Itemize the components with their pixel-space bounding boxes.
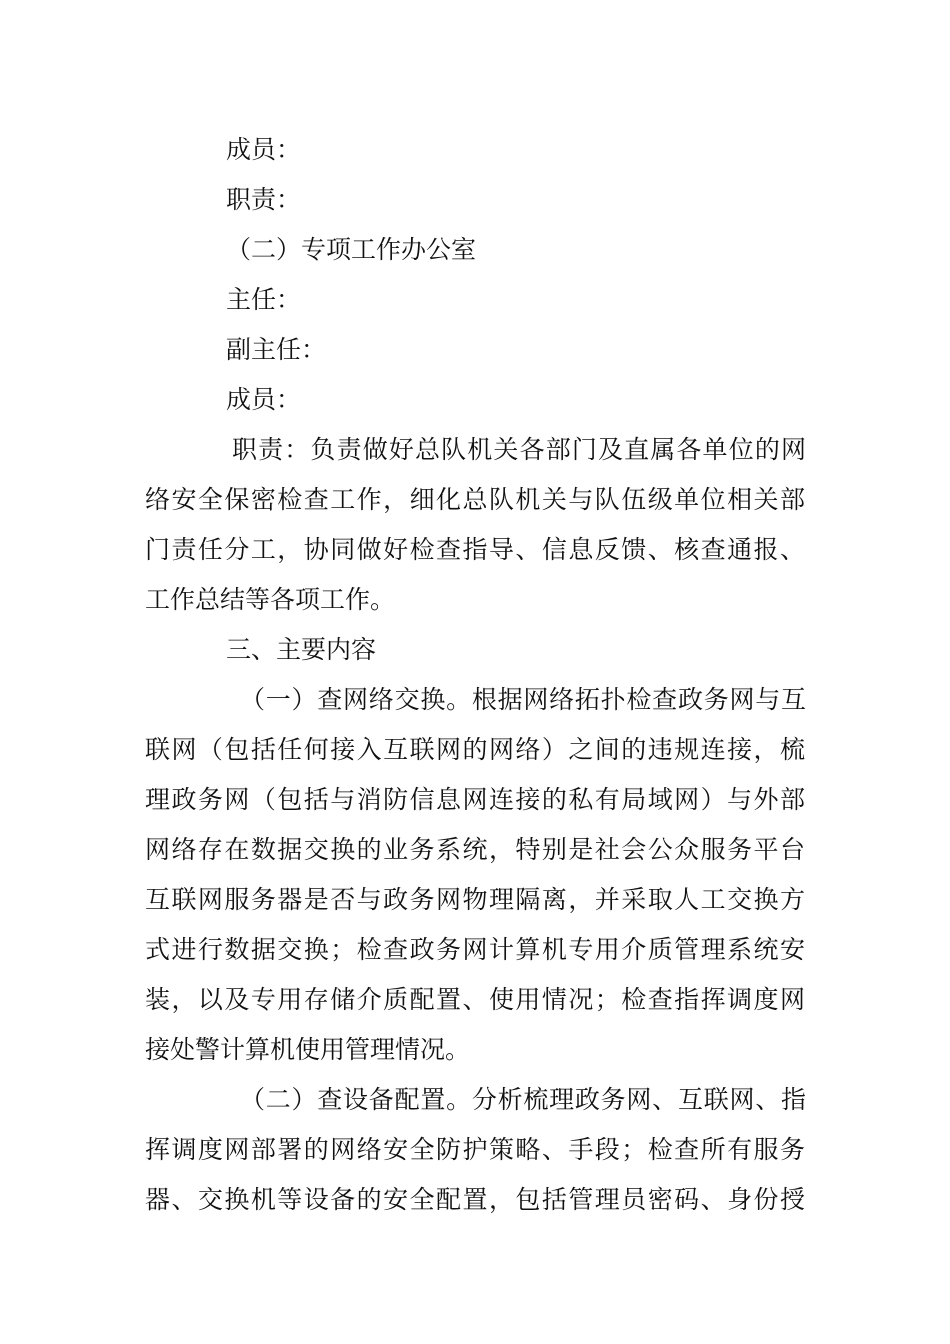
members-label: 成员： xyxy=(226,135,302,164)
network-exchange-paragraph-line: 接处警计算机使用管理情况。 xyxy=(145,1035,471,1064)
duties-label: 职责： xyxy=(226,185,302,214)
duties-paragraph-line: 职责：负责做好总队机关各部门及直属各单位的网 xyxy=(232,435,806,464)
device-config-paragraph-line: 挥调度网部署的网络安全防护策略、手段；检查所有服务 xyxy=(145,1135,805,1164)
network-exchange-paragraph-line: （一）查网络交换。根据网络拓扑检查政务网与互 xyxy=(240,685,806,714)
network-exchange-paragraph-line: 互联网服务器是否与政务网物理隔离，并采取人工交换方 xyxy=(145,885,805,914)
device-config-paragraph-line: 器、交换机等设备的安全配置，包括管理员密码、身份授 xyxy=(145,1185,805,1214)
section-heading-special-office: （二）专项工作办公室 xyxy=(226,235,477,264)
device-config-paragraph-line: （二）查设备配置。分析梳理政务网、互联网、指 xyxy=(240,1085,806,1114)
members-label-2: 成员： xyxy=(226,385,302,414)
network-exchange-paragraph-line: 联网（包括任何接入互联网的网络）之间的违规连接，梳 xyxy=(145,735,805,764)
director-label: 主任： xyxy=(226,285,302,314)
network-exchange-paragraph-line: 理政务网（包括与消防信息网连接的私有局域网）与外部 xyxy=(145,785,805,814)
deputy-director-label: 副主任： xyxy=(226,335,327,364)
duties-paragraph-line: 络安全保密检查工作，细化总队机关与队伍级单位相关部 xyxy=(145,485,805,514)
section-heading-main-content: 三、主要内容 xyxy=(226,635,377,664)
network-exchange-paragraph-line: 网络存在数据交换的业务系统，特别是社会公众服务平台 xyxy=(145,835,805,864)
duties-paragraph-line: 工作总结等各项工作。 xyxy=(145,585,396,614)
network-exchange-paragraph-line: 式进行数据交换；检查政务网计算机专用介质管理系统安 xyxy=(145,935,805,964)
network-exchange-paragraph-line: 装，以及专用存储介质配置、使用情况；检查指挥调度网 xyxy=(145,985,805,1014)
duties-paragraph-line: 门责任分工，协同做好检查指导、信息反馈、核查通报、 xyxy=(145,535,805,564)
